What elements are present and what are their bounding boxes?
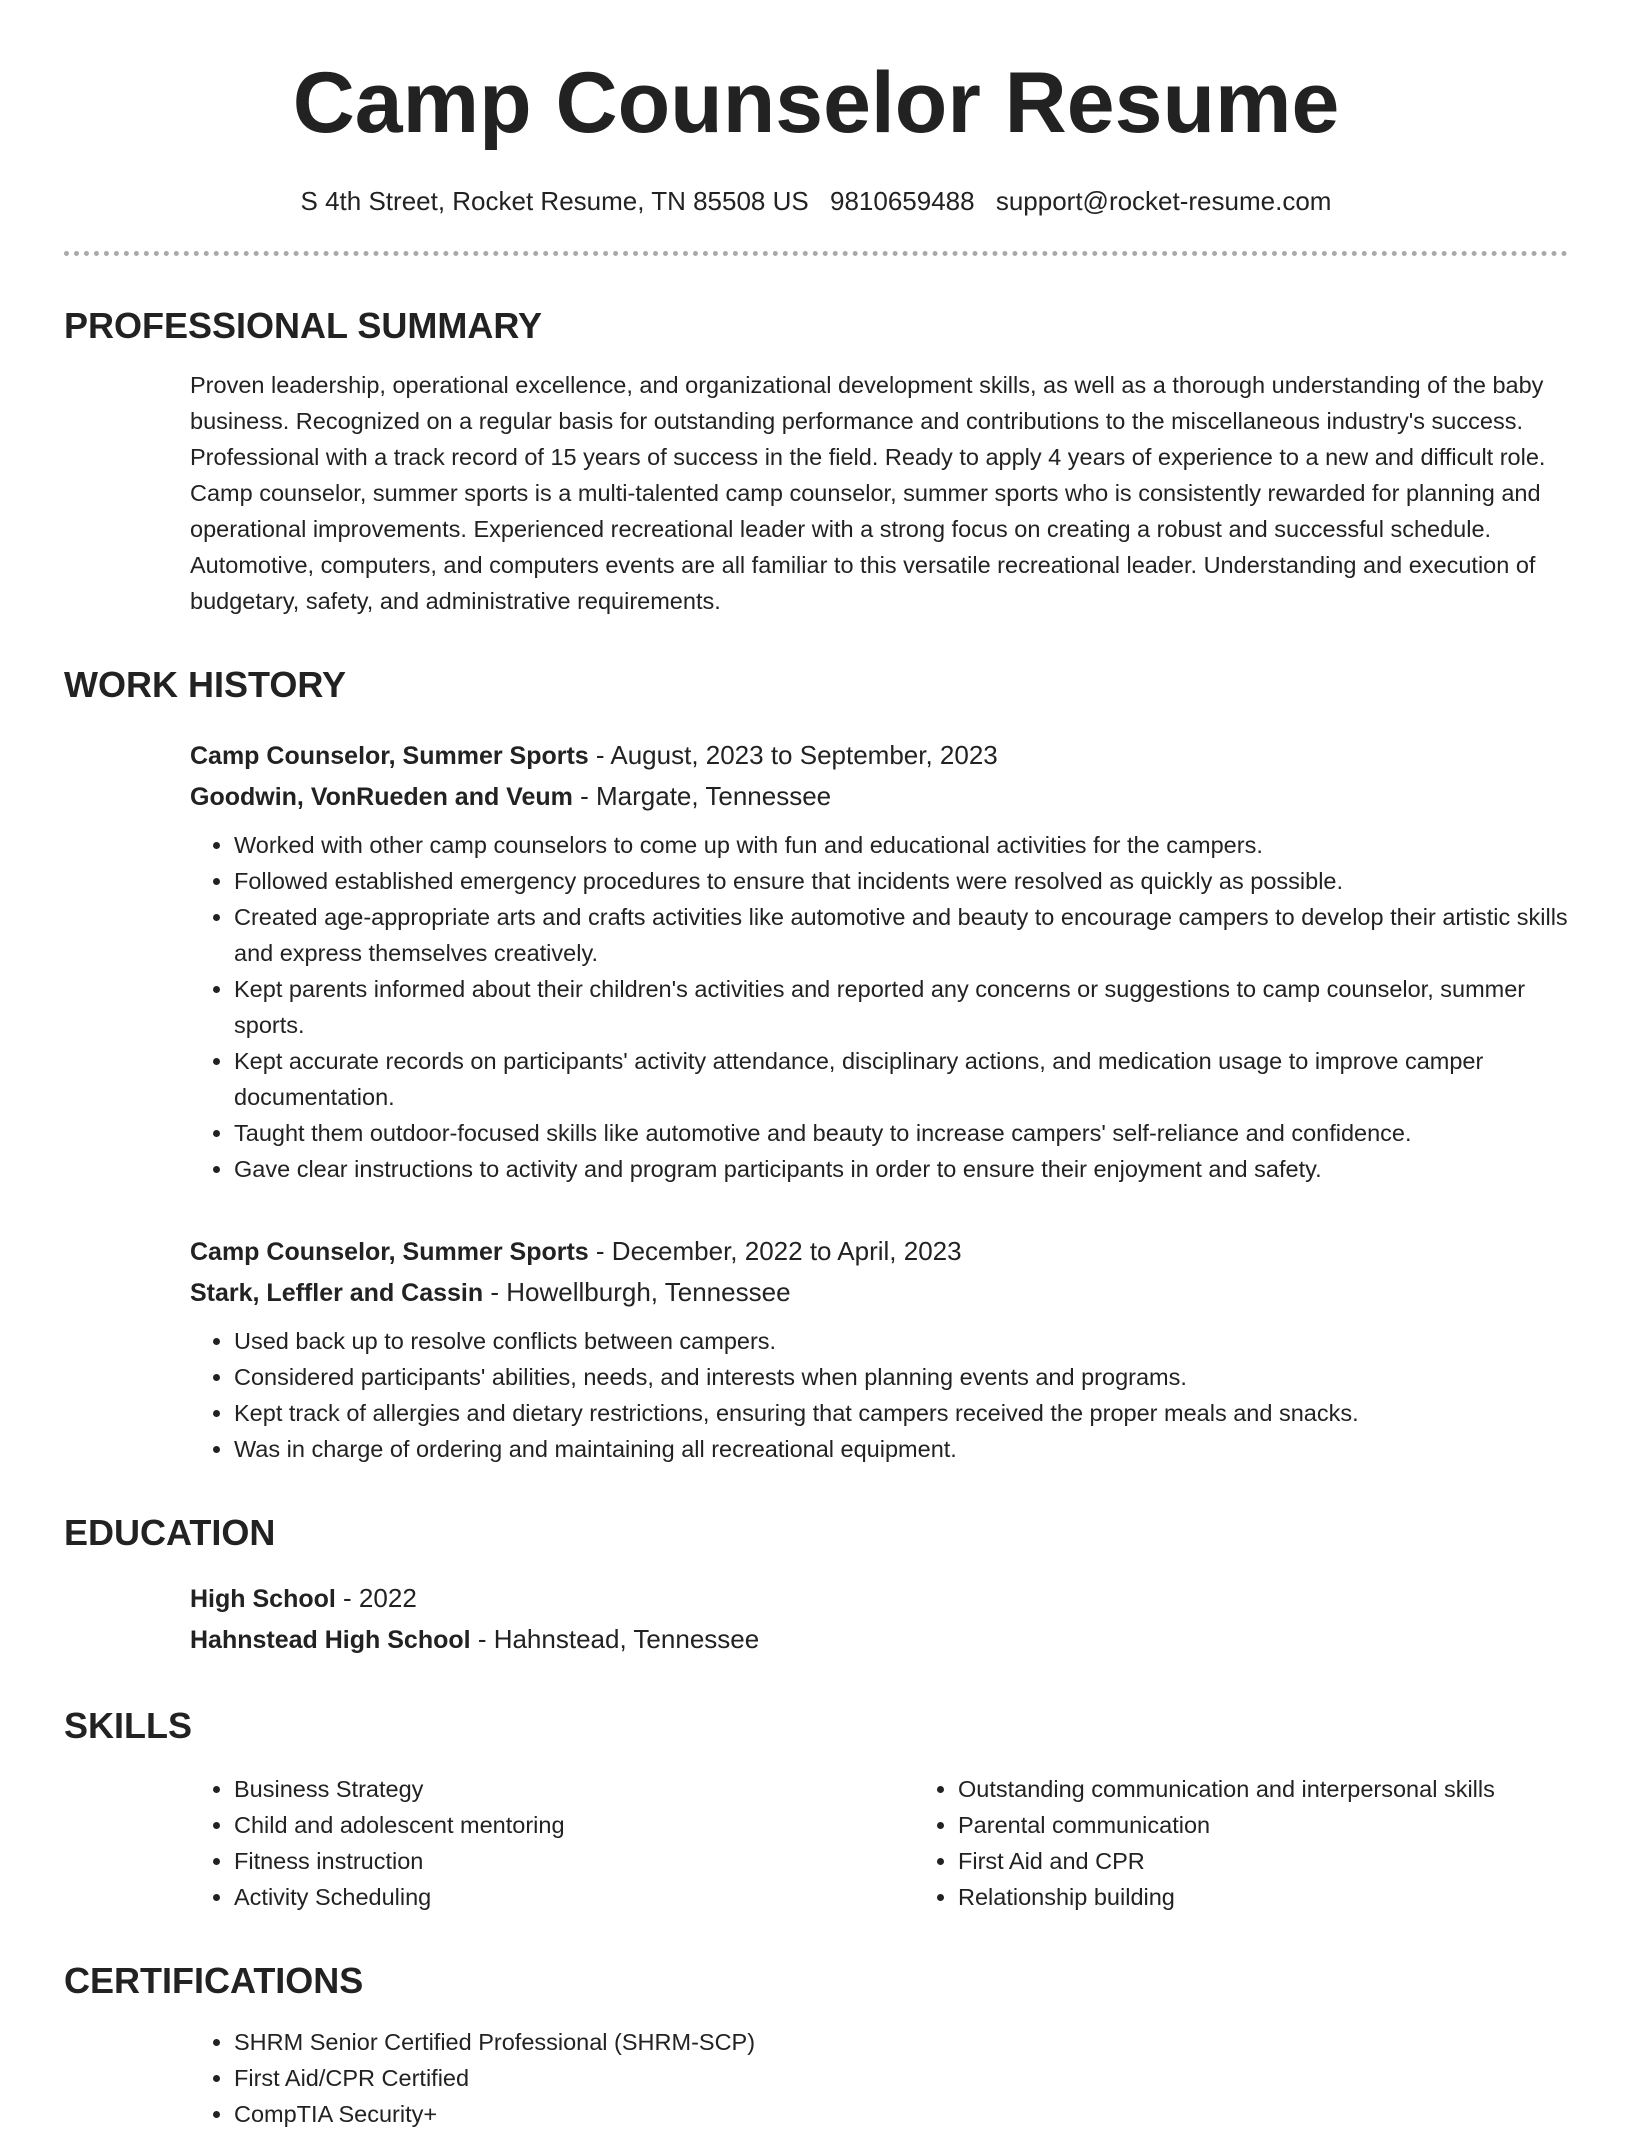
education-school-line	[190, 1619, 1568, 1660]
job-entry	[190, 735, 1568, 1187]
skills-heading: SKILLS	[64, 1704, 193, 1746]
job-company-line	[190, 1272, 1568, 1313]
list-item: • SHRM Senior Certified Professional (SHRM-SCP)	[234, 2024, 1568, 2060]
list-item: • Worked with other camp counselors to come up with fun and educational activities for the campers.	[234, 827, 1568, 863]
list-item: • First Aid/CPR Certified	[234, 2060, 1568, 2096]
certifications-section	[64, 1959, 1568, 2132]
job-role: Camp Counselor, Summer Sports	[190, 741, 589, 770]
list-item: • Followed established emergency procedures to ensure that incidents were resolved as quickly as possible.	[234, 863, 1568, 899]
list-item: • Kept track of allergies and dietary restrictions, ensuring that campers received the proper meals and snacks.	[234, 1395, 1568, 1431]
list-item: • Child and adolescent mentoring	[234, 1807, 914, 1843]
skills-grid	[190, 1771, 1568, 1915]
job-location: - Margate, Tennessee	[572, 780, 832, 811]
resume-title: Camp Counselor Resume	[292, 55, 1340, 151]
job-company: Stark, Leffler and Cassin	[190, 1278, 484, 1307]
education-degree-line	[190, 1578, 1568, 1619]
skills-column-right	[914, 1771, 1632, 1915]
contact-email: support@rocket-resume.com	[995, 186, 1332, 216]
summary-text: Proven leadership, operational excellence, and organizational development skills, as well as a thorough understanding of the baby business. Recognized on a regular basis for outstanding performance and contributions to the miscellaneous industry's success. Professional with a track record of 15 years of success in the field. Ready to apply 4 years of experience to a new and difficult role. Camp counselor, summer sports is a multi-talented camp counselor, summer sports who is consistently rewarded for planning and operational improvements. Experienced recreational leader with a strong focus on creating a robust and successful schedule. Automotive, computers, and computers events are all familiar to this versatile recreational leader. Understanding and execution of budgetary, safety, and administrative requirements.	[190, 372, 1546, 615]
job-duties	[190, 1323, 1568, 1467]
job-location: - Howellburgh, Tennessee	[483, 1276, 791, 1307]
list-item: • Fitness instruction	[234, 1843, 914, 1879]
certifications-list	[190, 2024, 1568, 2132]
education-school: Hahnstead High School	[190, 1625, 471, 1654]
list-item: • Created age-appropriate arts and crafts activities like automotive and beauty to encourage campers to develop their artistic skills and express themselves creatively.	[234, 899, 1568, 971]
skills-column-left	[190, 1771, 914, 1915]
job-role: Camp Counselor, Summer Sports	[190, 1237, 589, 1266]
list-item: • Was in charge of ordering and maintaining all recreational equipment.	[234, 1431, 1568, 1467]
list-item: • Considered participants' abilities, needs, and interests when planning events and programs.	[234, 1359, 1568, 1395]
education-heading: EDUCATION	[64, 1511, 276, 1553]
job-company: Goodwin, VonRueden and Veum	[190, 782, 573, 811]
list-item: • Kept parents informed about their children's activities and reported any concerns or suggestions to camp counselor, summer sports.	[234, 971, 1568, 1043]
list-item: • Kept accurate records on participants' activity attendance, disciplinary actions, and medication usage to improve camper documentation.	[234, 1043, 1568, 1115]
job-dates: - August, 2023 to September, 2023	[588, 739, 998, 770]
work-heading: WORK HISTORY	[64, 664, 347, 706]
certifications-heading: CERTIFICATIONS	[64, 1959, 364, 2001]
job-title-line	[190, 1231, 1568, 1272]
education-section	[64, 1511, 1568, 1660]
job-dates: - December, 2022 to April, 2023	[588, 1235, 962, 1266]
job-company-line	[190, 776, 1568, 817]
list-item: • Business Strategy	[234, 1771, 914, 1807]
job-duties	[190, 827, 1568, 1187]
list-item: • Outstanding communication and interpersonal skills	[958, 1771, 1632, 1807]
list-item: • Gave clear instructions to activity and program participants in order to ensure their enjoyment and safety.	[234, 1151, 1568, 1187]
contact-phone: 9810659488	[829, 186, 975, 216]
list-item: • CompTIA Security+	[234, 2096, 1568, 2132]
list-item: • Used back up to resolve conflicts between campers.	[234, 1323, 1568, 1359]
education-degree: High School	[190, 1584, 336, 1613]
summary-section	[64, 304, 1568, 619]
list-item: • Relationship building	[958, 1879, 1632, 1915]
summary-heading: PROFESSIONAL SUMMARY	[64, 305, 543, 347]
work-section	[64, 663, 1568, 1466]
education-entry	[190, 1578, 1568, 1660]
list-item: • Parental communication	[958, 1807, 1632, 1843]
contact-address: S 4th Street, Rocket Resume, TN 85508 US	[300, 186, 809, 216]
job-title-line	[190, 735, 1568, 776]
list-item: • Taught them outdoor-focused skills like automotive and beauty to increase campers' self-reliance and confidence.	[234, 1115, 1568, 1151]
header-divider	[64, 251, 1568, 256]
list-item: • Activity Scheduling	[234, 1879, 914, 1915]
skills-section	[64, 1704, 1568, 1915]
education-location: - Hahnstead, Tennessee	[470, 1623, 760, 1654]
certifications-list-wrap	[190, 2024, 1568, 2132]
list-item: • First Aid and CPR	[958, 1843, 1632, 1879]
job-entry	[190, 1231, 1568, 1467]
contact-line	[64, 186, 1568, 217]
education-year: - 2022	[335, 1582, 417, 1613]
